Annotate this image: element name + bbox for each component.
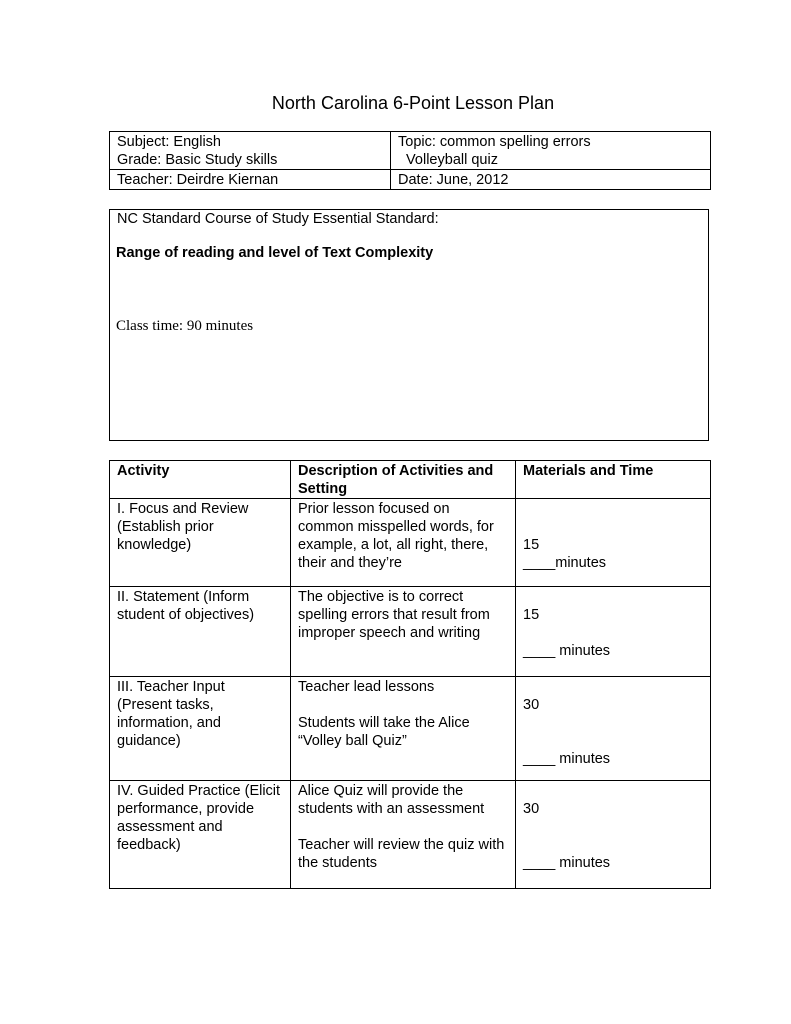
date-cell: Date: June, 2012 [391, 170, 711, 190]
minutes-label: ____ minutes [523, 643, 611, 659]
time-value: 30 [523, 697, 540, 713]
table-row [110, 677, 711, 781]
description-line: Students will take the Alice “Volley ball Quiz” [298, 715, 470, 749]
table-row [110, 781, 711, 889]
description-cell: Prior lesson focused on common misspelled words, for example, a lot, all right, there, their and they’re [291, 499, 516, 587]
page-title: North Carolina 6-Point Lesson Plan [271, 93, 555, 113]
materials-cell [516, 781, 711, 889]
standard-label: NC Standard Course of Study Essential Standard: [117, 211, 439, 227]
time-value: 15 [523, 537, 540, 553]
column-header-materials: Materials and Time [516, 461, 711, 499]
activity-cell: III. Teacher Input (Present tasks, information, and guidance) [110, 677, 291, 781]
column-header-description: Description of Activities and Setting [291, 461, 516, 499]
column-header-activity: Activity [110, 461, 291, 499]
teacher-cell: Teacher: Deirdre Kiernan [110, 170, 391, 190]
time-value: 15 [523, 607, 540, 623]
standard-name: Range of reading and level of Text Complexity [116, 245, 434, 261]
activity-cell: IV. Guided Practice (Elicit performance, provide assessment and feedback) [110, 781, 291, 889]
activity-table [109, 460, 711, 889]
subject-grade-cell [110, 132, 391, 170]
activity-cell: II. Statement (Inform student of objectives) [110, 587, 291, 677]
minutes-label: ____ minutes [523, 855, 611, 871]
class-time: Class time: 90 minutes [116, 318, 254, 334]
description-line: Alice Quiz will provide the students with an assessment [298, 783, 485, 817]
materials-cell [516, 677, 711, 781]
topic-cell [391, 132, 711, 170]
materials-cell [516, 587, 711, 677]
time-value: 30 [523, 801, 540, 817]
table-row [110, 587, 711, 677]
description-cell [291, 781, 516, 889]
header-table [109, 131, 711, 190]
grade-text: Grade: Basic Study skills [117, 152, 278, 168]
description-line: Teacher will review the quiz with the students [298, 837, 505, 871]
description-cell: The objective is to correct spelling errors that result from improper speech and writing [291, 587, 516, 677]
subject-text: Subject: English [117, 134, 221, 150]
minutes-label: ____minutes [523, 555, 607, 571]
minutes-label: ____ minutes [523, 751, 611, 767]
description-line: Teacher lead lessons [298, 679, 435, 695]
topic-text: Topic: common spelling errors [398, 134, 591, 150]
topic-subtext: Volleyball quiz [398, 152, 498, 168]
materials-cell [516, 499, 711, 587]
activity-cell: I. Focus and Review (Establish prior knowledge) [110, 499, 291, 587]
description-cell [291, 677, 516, 781]
table-row [110, 499, 711, 587]
